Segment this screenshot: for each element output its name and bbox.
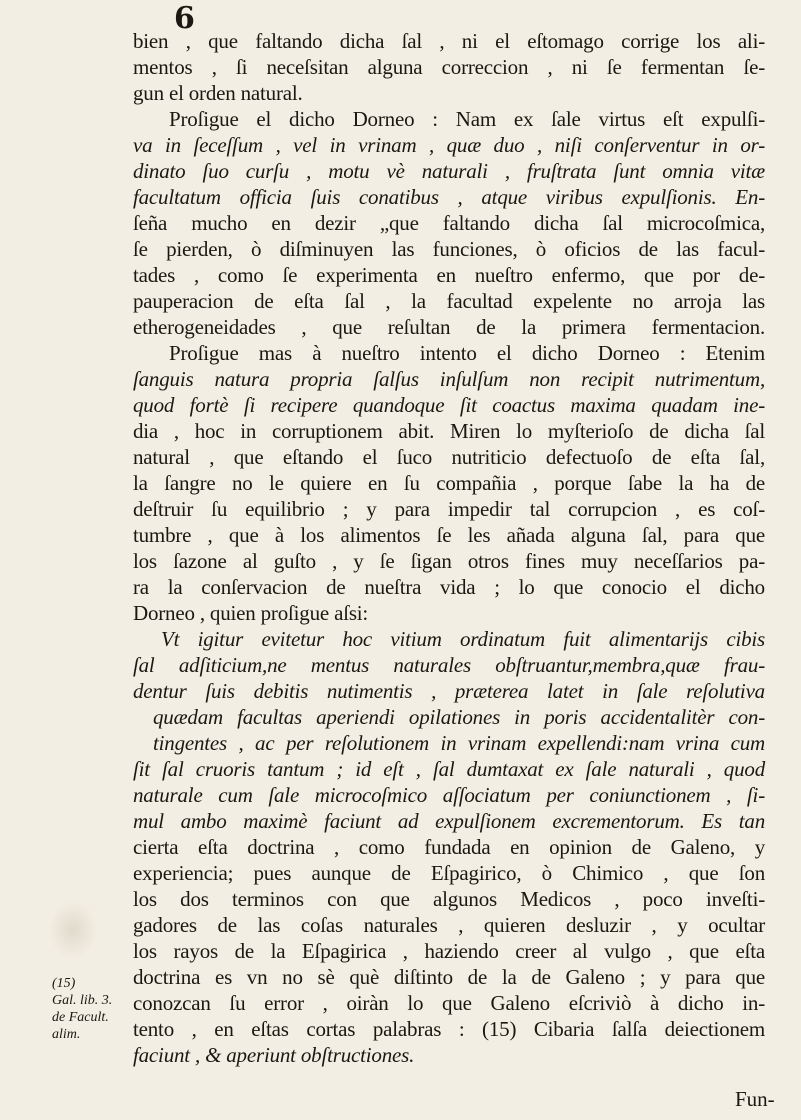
text-line: los rayos de la Eſpagirica , haziendo creer al vulgo , que eſta <box>133 939 765 963</box>
text-line: Proſigue el dicho Dorneo : Nam ex ſale virtus eſt expulſi- <box>169 107 765 131</box>
page-number: 6 <box>174 1 195 36</box>
text-line: pauperacion de eſta ſal , la facultad expelente no arroja las <box>133 289 765 313</box>
text-line: quod fortè ſi recipere quandoque ſit coactus maxima quadam ine- <box>133 393 765 417</box>
page-stain <box>48 900 98 960</box>
text-line: dentur ſuis debitis nutimentis , præterea latet in ſale reſolutiva <box>133 679 765 703</box>
body-text <box>133 28 765 1068</box>
text-line: tumbre , que à los alimentos ſe les añada alguna ſal, para que <box>133 523 765 547</box>
text-line: tades , como ſe experimenta en nueſtro enfermo, que por de- <box>133 263 765 287</box>
text-line: Dorneo , quien proſigue aſsi: <box>133 601 369 625</box>
text-line: conozcan ſu error , oiràn lo que Galeno eſcriviò à dicho in- <box>133 991 765 1015</box>
text-line: faciunt , & aperiunt obſtructiones. <box>133 1043 415 1067</box>
text-line: bien , que faltando dicha ſal , ni el eſtomago corrige los ali- <box>133 29 765 53</box>
text-line: ſit ſal cruoris tantum ; id eſt , ſal dumtaxat ex ſale naturali , quod <box>133 757 765 781</box>
text-line: facultatum officia ſuis conatibus , atque viribus expulſionis. En- <box>133 185 765 209</box>
margin-note-line: de Facult. <box>52 1010 109 1025</box>
margin-note-line: alim. <box>52 1027 81 1042</box>
text-line: natural , que eſtando el ſuco nutriticio defectuoſo de eſta ſal, <box>133 445 765 469</box>
text-line: cierta eſta doctrina , como fundada en opinion de Galeno, y <box>133 835 765 859</box>
text-line: naturale cum ſale microcoſmico aſſociatum per coniunctionem , ſi- <box>133 783 765 807</box>
text-line: dia , hoc in corruptionem abit. Miren lo myſterioſo de dicha ſal <box>133 419 765 443</box>
text-line: ra la conſervacion de nueſtra vida ; lo que conocio el dicho <box>133 575 765 599</box>
text-line: va in ſeceſſum , vel in vrinam , quæ duo , niſi conſerventur in or- <box>133 133 765 157</box>
text-line: los dos terminos con que algunos Medicos , poco inveſti- <box>133 887 765 911</box>
text-line: gadores de las coſas naturales , quieren desluzir , y ocultar <box>133 913 765 937</box>
text-line: experiencia; pues aunque de Eſpagirico, ò Chimico , que ſon <box>133 861 765 885</box>
text-line: doctrina es vn no sè què diſtinto de la de Galeno ; y para que <box>133 965 765 989</box>
text-line: ſeña mucho en dezir „que faltando dicha ſal microcoſmica, <box>133 211 765 235</box>
text-line: gun el orden natural. <box>133 81 303 105</box>
text-line: ſal adſiticium,ne mentus naturales obſtruantur,membra,quæ frau- <box>133 653 765 677</box>
text-line: tingentes , ac per reſolutionem in vrinam expellendi:nam vrina cum <box>153 731 765 755</box>
text-line: tento , en eſtas cortas palabras : (15) Cibaria ſalſa deiectionem <box>133 1017 765 1041</box>
text-line: la ſangre no le quiere en ſu compañia , porque ſabe la ha de <box>133 471 765 495</box>
text-line: mul ambo maximè faciunt ad expulſionem excrementorum. Es tan <box>133 809 765 833</box>
text-line: ſe pierden, ò diſminuyen las funciones, ò oficios de las facul- <box>133 237 765 261</box>
text-line: los ſazone al guſto , y ſe ſigan otros fines muy neceſſarios pa- <box>133 549 765 573</box>
text-line: Proſigue mas à nueſtro intento el dicho Dorneo : Etenim <box>169 341 765 365</box>
text-line: ſanguis natura propria ſalſus inſulſum non recipit nutrimentum, <box>133 367 765 391</box>
text-line: etherogeneidades , que reſultan de la primera fermentacion. <box>133 315 765 339</box>
text-line: Vt igitur evitetur hoc vitium ordinatum fuit alimentarijs cibis <box>161 627 765 651</box>
catchword: Fun- <box>735 1087 775 1111</box>
text-line: deſtruir ſu equilibrio ; y para impedir tal corrupcion , es coſ- <box>133 497 765 521</box>
text-line: mentos , ſi neceſsitan alguna correccion , ni ſe fermentan ſe- <box>133 55 765 79</box>
margin-note-line: (15) <box>52 976 76 991</box>
text-line: quædam facultas aperiendi opilationes in poris accidentalitèr con- <box>153 705 765 729</box>
margin-note-line: Gal. lib. 3. <box>52 993 113 1008</box>
text-line: dinato ſuo curſu , motu vè naturali , fruſtrata ſunt omnia vitæ <box>133 159 765 183</box>
margin-note <box>52 975 132 1043</box>
